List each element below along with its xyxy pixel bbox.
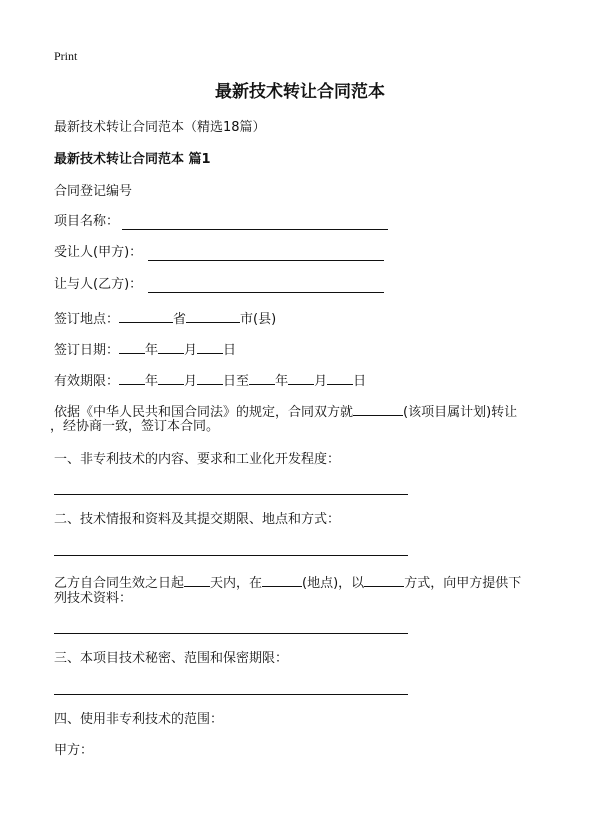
day-unit: 日: [223, 343, 237, 358]
validity-month-blank: [158, 371, 184, 385]
delivery-line-1: [54, 573, 521, 592]
validity-year-blank: [119, 371, 145, 385]
section-heading: 最新技术转让合同范本 篇1: [54, 152, 211, 167]
province-unit: 省: [173, 312, 187, 327]
project-name-blank: [122, 229, 388, 230]
clause-3: 三、本项目技术秘密、范围和保密期限：: [54, 651, 289, 666]
validity-day-unit: 日至: [223, 374, 250, 389]
validity-month2-unit: 月: [314, 374, 328, 389]
sign-place-row: [54, 309, 276, 328]
delivery-days-blank: [184, 573, 210, 587]
assignee-blank: [148, 260, 384, 261]
document-subtitle: 最新技术转让合同范本（精选18篇）: [54, 120, 266, 135]
basis-text-3: ，经协商一致，签订本合同。: [50, 419, 220, 434]
clause-1-blank: [54, 494, 408, 495]
delivery-text-1: 乙方自合同生效之日起: [54, 576, 185, 591]
validity-day-blank: [197, 371, 223, 385]
delivery-place-blank: [262, 573, 302, 587]
validity-label: 有效期限：: [54, 374, 120, 389]
registration-no-label: 合同登记编号: [54, 184, 133, 199]
clause-4: 四、使用非专利技术的范围：: [54, 712, 224, 727]
party-a-label: 甲方：: [54, 743, 94, 758]
document-title: 最新技术转让合同范本: [215, 82, 385, 102]
validity-row: [54, 371, 366, 390]
city-unit: 市(县): [240, 312, 277, 327]
basis-text-1: 依据《中华人民共和国合同法》的规定，合同双方就: [54, 405, 354, 420]
validity-year2-blank: [249, 371, 275, 385]
assignee-label: 受让人(甲方)：: [54, 245, 143, 260]
month-blank: [158, 340, 184, 354]
basis-text-2: (该项目属计划)转让: [403, 405, 518, 420]
month-unit: 月: [184, 343, 198, 358]
clause-2: 二、技术情报和资料及其提交期限、地点和方式：: [54, 512, 341, 527]
clause-3-blank: [54, 694, 408, 695]
assignor-blank: [148, 292, 384, 293]
print-label[interactable]: Print: [54, 49, 78, 63]
validity-day2-unit: 日: [353, 374, 367, 389]
clause-1: 一、非专利技术的内容、要求和工业化开发程度：: [54, 452, 341, 467]
delivery-text-4: 方式，向甲方提供下: [404, 576, 522, 591]
validity-month2-blank: [288, 371, 314, 385]
delivery-method-blank: [364, 573, 404, 587]
project-name-label: 项目名称：: [54, 214, 120, 229]
validity-year-unit: 年: [145, 374, 159, 389]
city-blank: [186, 309, 240, 323]
delivery-blank: [54, 633, 408, 634]
delivery-text-2: 天内，在: [210, 576, 263, 591]
sign-date-label: 签订日期：: [54, 343, 120, 358]
validity-month-unit: 月: [184, 374, 198, 389]
province-blank: [119, 309, 173, 323]
year-blank: [119, 340, 145, 354]
basis-blank: [353, 402, 403, 416]
assignor-label: 让与人(乙方)：: [54, 277, 143, 292]
day-blank: [197, 340, 223, 354]
delivery-text-3: (地点)，以: [302, 576, 365, 591]
validity-day2-blank: [327, 371, 353, 385]
sign-date-row: [54, 340, 236, 359]
clause-2-blank: [54, 555, 408, 556]
delivery-text-5: 列技术资料：: [54, 591, 133, 606]
sign-place-label: 签订地点：: [54, 312, 120, 327]
year-unit: 年: [145, 343, 159, 358]
validity-year2-unit: 年: [275, 374, 289, 389]
